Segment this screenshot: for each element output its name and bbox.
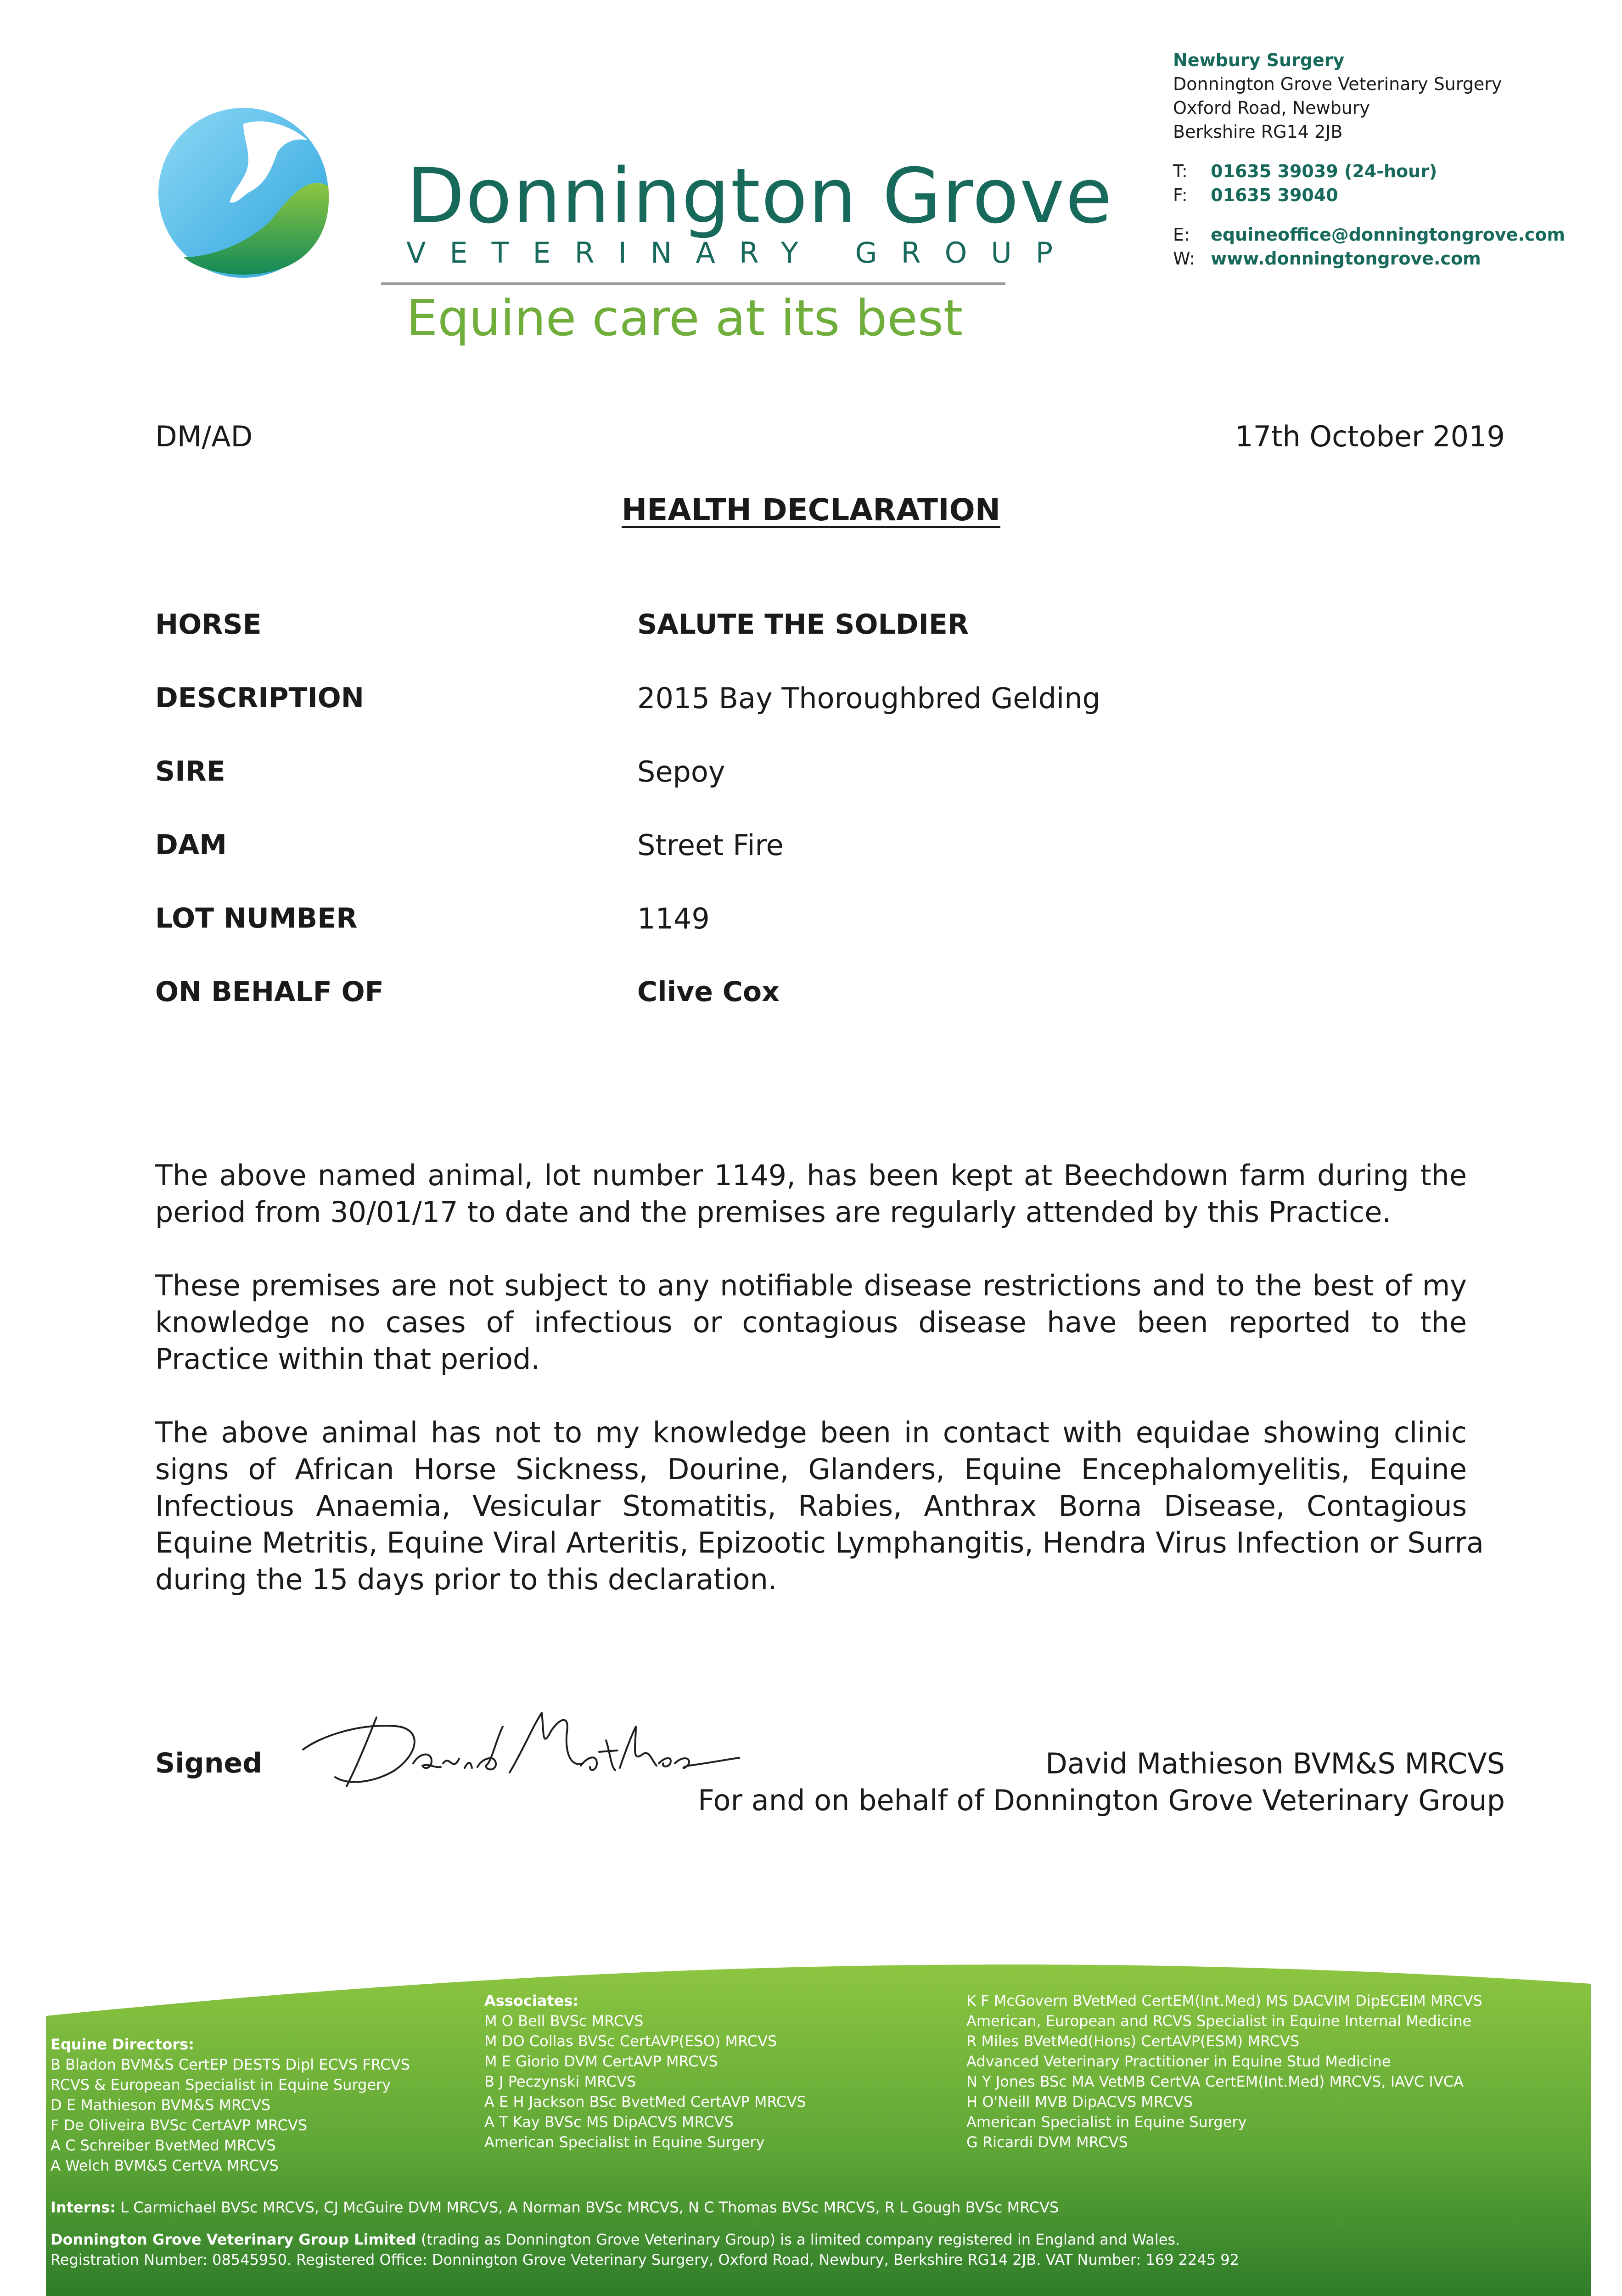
director-line: RCVS & European Specialist in Equine Surgery [51,2076,391,2093]
fax-label: F: [1173,185,1188,205]
director-line: B Bladon BVM&S CertEP DESTS Dipl ECVS FRCVS [51,2056,410,2073]
footer-interns [51,2197,1059,2217]
brand-name: Donnington Grove [406,152,1113,240]
contact-block [1173,48,1565,270]
director-line: A C Schreiber BvetMed MRCVS [51,2137,276,2154]
specialist-line: American Specialist in Equine Surgery [966,2113,1247,2131]
phone-number[interactable]: 01635 39039 (24-hour) [1211,161,1437,181]
document-title [0,492,1622,528]
associate-line: B J Peczynski MRCVS [484,2073,636,2090]
office-name: Newbury Surgery [1173,50,1345,70]
associate-line: M O Bell BVSc MRCVS [484,2012,644,2030]
interns-list: L Carmichael BVSc MRCVS, CJ McGuire DVM MRCVS, A Norman BVSc MRCVS, N C Thomas BVSc MRCVS, R L Gough BVSc MRCVS [120,2199,1059,2216]
field-label-description: DESCRIPTION [155,682,365,714]
associate-line: A E H Jackson BSc BvetMed CertAVP MRCVS [484,2093,806,2110]
paragraph-diseases [155,1414,1484,1598]
footer [46,1947,1591,2296]
field-value-lot-number: 1149 [637,902,710,935]
paragraph-line: knowledge no cases of infectious or contagious disease have been reported to the [155,1306,1467,1339]
signatory-name: David Mathieson BVM&S MRCVS [1045,1747,1505,1780]
field-value-sire: Sepoy [637,755,725,788]
associates-heading: Associates: [484,1992,579,2009]
director-line: D E Mathieson BVM&S MRCVS [51,2096,271,2114]
email-label: E: [1173,225,1190,245]
web-link[interactable]: www.donningtongrove.com [1211,248,1481,269]
address-line: Oxford Road, Newbury [1173,98,1370,118]
specialist-line: Advanced Veterinary Practitioner in Equine Stud Medicine [966,2053,1391,2070]
footer-associates [484,1991,806,2152]
footer-company [51,2229,1239,2270]
directors-heading: Equine Directors: [51,2036,195,2053]
phone-label: T: [1173,161,1188,181]
associate-line: A T Kay BVSc MS DipACVS MRCVS [484,2113,734,2131]
field-value-description: 2015 Bay Thoroughbred Gelding [637,681,1100,715]
brand-divider [381,282,1005,285]
specialist-line: American, European and RCVS Specialist in Equine Internal Medicine [966,2012,1472,2030]
paragraph-line: The above animal has not to my knowledge been in contact with equidae showing clinic [155,1416,1467,1449]
reference-code: DM/AD [155,420,253,453]
director-line: A Welch BVM&S CertVA MRCVS [51,2157,279,2174]
document-date: 17th October 2019 [1235,420,1505,453]
paragraph-line: The above named animal, lot number 1149, has been kept at Beechdown farm during the [155,1159,1467,1192]
field-value-horse: SALUTE THE SOLDIER [637,608,969,641]
paragraph-line: during the 15 days prior to this declaration. [155,1563,777,1596]
handwritten-signature [294,1699,744,1795]
signatory-on-behalf: For and on behalf of Donnington Grove Veterinary Group [698,1784,1505,1817]
associate-line: M DO Collas BVSc CertAVP(ESO) MRCVS [484,2032,777,2050]
web-row [1173,247,1565,270]
field-label-sire: SIRE [155,755,225,788]
specialist-line: G Ricardi DVM MRCVS [966,2133,1128,2151]
interns-heading: Interns: [51,2199,116,2216]
email-row [1173,223,1565,247]
document-title-text: HEALTH DECLARATION [622,492,1000,528]
company-description: (trading as Donnington Grove Veterinary Group) is a limited company registered in England and Wales. [416,2231,1180,2248]
address-line: Donnington Grove Veterinary Surgery [1173,74,1502,94]
specialist-line: K F McGovern BVetMed CertEM(Int.Med) MS DACVIM DipECEIM MRCVS [966,1992,1482,2009]
specialist-line: R Miles BVetMed(Hons) CertAVP(ESM) MRCVS [966,2032,1300,2050]
field-value-dam: Street Fire [637,828,784,862]
phone-row [1173,159,1565,183]
paragraph-line: signs of African Horse Sickness, Dourine, Glanders, Equine Encephalomyelitis, Equine [155,1452,1467,1486]
brand-subtitle: VETERINARY GROUP [406,236,1077,270]
field-label-dam: DAM [155,829,227,861]
specialist-line: H O'Neill MVB DipACVS MRCVS [966,2093,1193,2110]
footer-directors [51,2034,410,2176]
director-line: F De Oliveira BVSc CertAVP MRCVS [51,2116,308,2134]
paragraph-line: Equine Metritis, Equine Viral Arteritis, Epizootic Lymphangitis, Hendra Virus Infection or Surra [155,1526,1484,1559]
practice-logo-icon [156,106,331,280]
field-label-on-behalf-of: ON BEHALF OF [155,976,384,1008]
paragraph-line: These premises are not subject to any notifiable disease restrictions and to the best of my [155,1269,1467,1302]
paragraph-restrictions [155,1267,1467,1378]
brand-tagline: Equine care at its best [406,290,963,347]
field-label-horse: HORSE [155,608,262,641]
company-name: Donnington Grove Veterinary Group Limited [51,2231,416,2248]
fax-row [1173,183,1565,207]
footer-specialists [966,1991,1482,2152]
paragraph-line: period from 30/01/17 to date and the premises are regularly attended by this Practice. [155,1195,1392,1229]
associate-line: American Specialist in Equine Surgery [484,2133,765,2151]
address-line: Berkshire RG14 2JB [1173,122,1343,142]
company-registration: Registration Number: 08545950. Registered Office: Donnington Grove Veterinary Surgery, Oxford Road, Newbury, Berkshire RG14 2JB. VAT Number: 169 2245 92 [51,2251,1239,2268]
paragraph-line: Practice within that period. [155,1342,540,1376]
email-link[interactable]: equineoffice@donningtongrove.com [1211,225,1566,245]
field-value-on-behalf-of: Clive Cox [637,976,780,1008]
web-label: W: [1173,248,1195,269]
field-label-lot-number: LOT NUMBER [155,902,358,934]
paragraph-premises [155,1157,1467,1231]
fax-number: 01635 39040 [1211,185,1338,205]
specialist-line: N Y Jones BSc MA VetMB CertVA CertEM(Int.Med) MRCVS, IAVC IVCA [966,2073,1464,2090]
signed-label: Signed [155,1747,263,1779]
paragraph-line: Infectious Anaemia, Vesicular Stomatitis, Rabies, Anthrax Borna Disease, Contagious [155,1489,1467,1523]
associate-line: M E Giorio DVM CertAVP MRCVS [484,2053,718,2070]
